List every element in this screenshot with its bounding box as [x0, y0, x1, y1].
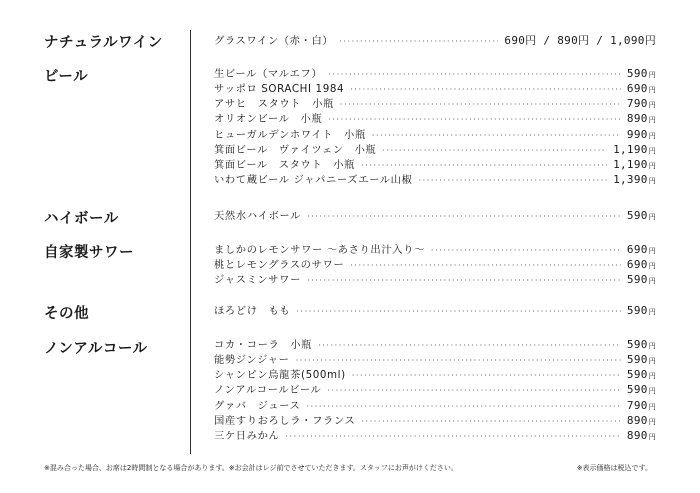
category-non-alcohol: ノンアルコール — [44, 341, 148, 357]
leader-dots — [340, 97, 621, 112]
menu-item — [214, 382, 656, 397]
item-name: 箕面ビール スタウト 小瓶 — [214, 159, 356, 171]
item-name: オリオンビール 小瓶 — [214, 113, 323, 125]
menu-item — [214, 142, 656, 157]
menu-item — [214, 208, 656, 223]
category-highball: ハイボール — [44, 211, 119, 227]
leader-dots — [352, 368, 621, 383]
menu-item — [214, 66, 656, 81]
note-seating-payment: ※混み合った場合、お席は2時間制となる場合があります。※お会計はレジ前でさせていただきます。スタッフにお声がけください。 — [44, 464, 458, 472]
menu-item — [214, 413, 656, 428]
menu-item — [214, 367, 656, 382]
menu-item — [214, 96, 656, 111]
item-price: 590円 — [626, 304, 656, 317]
leader-dots — [339, 34, 498, 49]
item-name: 桃とレモングラスのサワー — [214, 259, 345, 271]
category-natural-wine: ナチュラルワイン — [44, 35, 163, 51]
item-price: 990円 — [626, 128, 656, 141]
item-price: 590円 — [626, 353, 656, 366]
item-name: ジャスミンサワー — [214, 274, 301, 286]
item-price: 590円 — [626, 383, 656, 396]
item-price: 890円 — [626, 429, 656, 442]
leader-dots — [418, 173, 607, 188]
note-tax-included: ※表示価格は税込です。 — [576, 464, 652, 472]
item-price: 890円 — [626, 414, 656, 427]
item-price: 590円 — [626, 209, 656, 222]
item-name: 天然水ハイボール — [214, 210, 301, 222]
column-divider — [190, 30, 191, 454]
leader-dots — [306, 399, 620, 414]
item-name: いわて蔵ビール ジャパニーズエール山椒 — [214, 174, 413, 186]
item-name: 能勢ジンジャー — [214, 354, 290, 366]
item-price: 590円 — [626, 338, 656, 351]
leader-dots — [307, 209, 621, 224]
item-price: 590円 — [626, 273, 656, 286]
item-name: ほろどけ もも — [214, 305, 291, 317]
item-name: 箕面ビール ヴァイツェン 小瓶 — [214, 144, 377, 156]
item-price: 890円 — [626, 112, 656, 125]
category-other: その他 — [44, 306, 89, 322]
menu-item — [214, 172, 656, 187]
item-name: グラスワイン（赤・白） — [214, 35, 334, 47]
leader-dots — [431, 243, 621, 258]
category-homemade-sour: 自家製サワー — [44, 245, 134, 261]
leader-dots — [307, 273, 621, 288]
item-price: 790円 — [626, 399, 656, 412]
item-price: 1,190円 — [613, 158, 656, 171]
item-price: 1,190円 — [613, 143, 656, 156]
item-name: アサヒ スタウト 小瓶 — [214, 98, 334, 110]
item-name: 国産すりおろしラ・フランス — [214, 415, 356, 427]
menu-item — [214, 127, 656, 142]
item-name: サッポロ SORACHI 1984 — [214, 83, 345, 95]
leader-dots — [361, 158, 607, 173]
menu-item — [214, 81, 656, 96]
leader-dots — [296, 304, 621, 319]
item-price: 1,390円 — [613, 173, 656, 186]
item-price: 590円 — [626, 368, 656, 381]
item-name: 三ケ日みかん — [214, 430, 280, 442]
menu-item — [214, 398, 656, 413]
menu-item — [214, 157, 656, 172]
item-name: シャンピン烏龍茶(500ml) — [214, 369, 346, 381]
menu-item — [214, 272, 656, 287]
item-name: ましかのレモンサワー 〜あさり出汁入り〜 — [214, 244, 425, 256]
leader-dots — [382, 143, 607, 158]
menu-item — [214, 352, 656, 367]
leader-dots — [296, 353, 621, 368]
item-price: 690円 / 890円 / 1,090円 — [504, 34, 656, 47]
menu-item — [214, 428, 656, 443]
item-price: 690円 — [626, 258, 656, 271]
item-price: 590円 — [626, 67, 656, 80]
item-price: 790円 — [626, 97, 656, 110]
menu-item — [214, 303, 656, 318]
leader-dots — [350, 258, 621, 273]
leader-dots — [372, 128, 621, 143]
item-name: ノンアルコールビール — [214, 384, 322, 396]
item-name: ヒューガルデンホワイト 小瓶 — [214, 129, 366, 141]
menu-item — [214, 337, 656, 352]
menu-item — [214, 111, 656, 126]
menu-item — [214, 242, 656, 257]
item-name: コカ・コーラ 小瓶 — [214, 339, 313, 351]
leader-dots — [327, 383, 621, 398]
leader-dots — [328, 67, 621, 82]
footer-notes — [44, 463, 652, 473]
item-price: 690円 — [626, 243, 656, 256]
leader-dots — [350, 82, 621, 97]
menu-item — [214, 33, 656, 48]
leader-dots — [328, 112, 621, 127]
item-name: グァバ ジュース — [214, 400, 301, 412]
leader-dots — [285, 429, 621, 444]
item-name: 生ビール（マルエフ） — [214, 68, 323, 80]
leader-dots — [361, 414, 621, 429]
item-price: 690円 — [626, 82, 656, 95]
menu-item — [214, 257, 656, 272]
leader-dots — [318, 338, 621, 353]
category-beer: ビール — [44, 69, 89, 85]
